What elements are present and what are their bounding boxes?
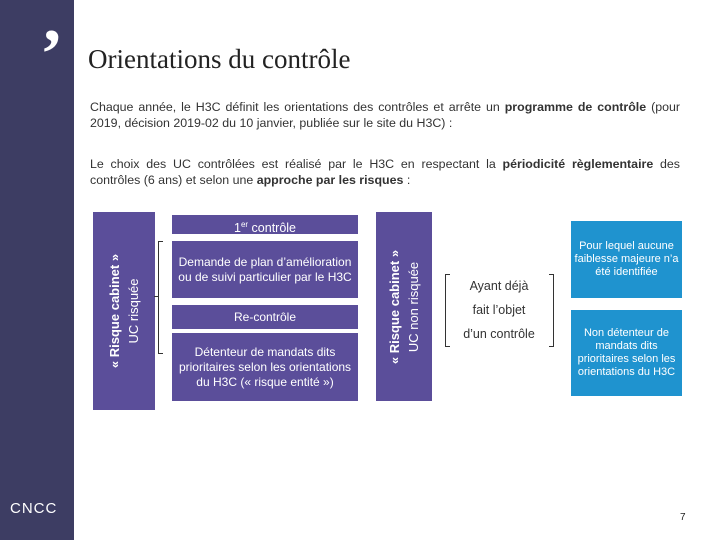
category-risky-box — [93, 212, 155, 410]
no-major-weakness-box: Pour lequel aucune faiblesse majeure n’a été identifiée — [571, 221, 682, 298]
already-controlled-text: Ayant déjà fait l’objet d’un contrôle — [463, 279, 535, 341]
category-non-risky-box — [376, 212, 432, 401]
priority-mandates-box: Détenteur de mandats dits prioritaires selon les orientations du H3C (« risque entité ») — [172, 333, 358, 401]
non-priority-mandates-box: Non détenteur de mandats dits prioritaires selon les orientations du H3C — [571, 310, 682, 396]
intro-paragraph-1: Chaque année, le H3C définit les orientations des contrôles et arrête un programme de contrôle (pour 2019, décision 2019-02 du 10 janvier, publiée sur le site du H3C) : — [90, 100, 680, 130]
quote-mark-icon: ’ — [40, 16, 64, 93]
cncc-logo — [6, 496, 68, 526]
category-risky-sub: UC risquée — [126, 278, 141, 344]
re-control-box: Re-contrôle — [172, 305, 358, 329]
logo-text: CNCC — [10, 500, 58, 517]
middle-bracket-left — [445, 274, 450, 347]
left-bracket-tick — [154, 296, 158, 297]
left-bracket — [158, 241, 163, 354]
intro-paragraph-2: Le choix des UC contrôlées est réalisé par le H3C en respectant la périodicité règlementaire des contrôles (6 ans) et selon une approche par les risques : — [90, 157, 680, 187]
page-number: 7 — [680, 512, 686, 523]
first-control-box: 1er contrôle — [172, 215, 358, 234]
category-non-risky-sub: UC non risquée — [406, 261, 421, 352]
category-non-risky-title: « Risque cabinet » — [387, 249, 402, 364]
category-risky-title: « Risque cabinet » — [107, 253, 122, 369]
middle-bracket-right — [549, 274, 554, 347]
page-title: Orientations du contrôle — [88, 44, 351, 74]
improvement-plan-box: Demande de plan d’amélioration ou de suivi particulier par le H3C — [172, 241, 358, 298]
